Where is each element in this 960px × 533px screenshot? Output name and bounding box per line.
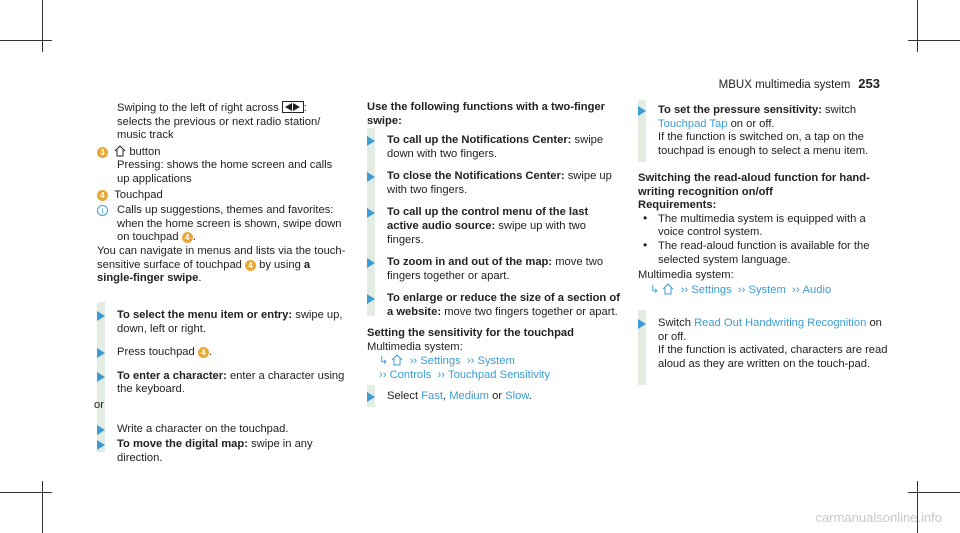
list-item: • The read-aloud function is available for the selected system language. (643, 237, 870, 266)
step: To call up the Notifications Center: swipe down with two fingers. (367, 134, 622, 161)
section-heading: Setting the sensitivity for the touchpad (367, 327, 574, 339)
step-arrow-icon (367, 392, 375, 402)
section-heading: Switching the read-aloud function for hand-writing recognition on/off (638, 172, 870, 198)
chevron-icon: ›› (463, 355, 478, 368)
chevron-icon: ›› (379, 368, 390, 381)
step-arrow-icon (367, 258, 375, 268)
header-title: MBUX multimedia system (718, 79, 851, 91)
step-arrow-icon (97, 425, 105, 435)
watermark: carmanualsonline.info (815, 510, 942, 525)
step: To select the menu item or entry: swipe up, down, left or right. (97, 309, 347, 336)
chevron-icon: ›› (434, 368, 449, 381)
column-2 (367, 101, 622, 128)
crop-mark (0, 40, 52, 41)
step-arrow-icon (367, 208, 375, 218)
step: To move the digital map: swipe in any direction. (97, 438, 347, 465)
skip-icon (282, 101, 304, 113)
step-arrow-icon (367, 294, 375, 304)
crop-mark (908, 492, 960, 493)
step: To call up the control menu of the last active audio source: swipe up with two fingers. (367, 206, 622, 247)
step-arrow-icon (97, 372, 105, 382)
column-2-select (367, 390, 622, 404)
item-3-desc: Pressing: shows the home screen and calls up applications (117, 159, 333, 185)
page-header (719, 76, 880, 91)
page-number: 253 (858, 76, 880, 91)
column-3 (638, 104, 888, 158)
step: To enter a character: enter a character using the keyboard. (97, 370, 347, 397)
callout-4: 4 (198, 347, 209, 358)
item-4: 4 Touchpad (97, 189, 347, 203)
crop-mark (42, 481, 43, 533)
step-arrow-icon (367, 136, 375, 146)
menu-path: ›› Controls ›› Touchpad Sensitivity (379, 368, 551, 381)
callout-4: 4 (182, 232, 193, 243)
chevron-icon: ›› (677, 283, 692, 296)
path-arrow-icon: ↳ (379, 355, 389, 368)
menu-path: ↳ ›› Settings ›› System (379, 355, 515, 368)
callout-4: 4 (245, 260, 256, 271)
note: i Calls up suggestions, themes and favorites: when the home screen is shown, swipe down on touchpad 4 . (97, 204, 347, 245)
svg-text:i: i (101, 207, 104, 217)
column-3-switch (638, 317, 888, 371)
crop-mark (917, 0, 918, 52)
chevron-icon: ›› (734, 283, 749, 296)
step: To set the pressure sensitivity: switch Touchpad Tap on or off. If the function is switched on, a tap on the touchpad is enough to select a menu item. (638, 104, 888, 158)
info-icon (97, 205, 108, 216)
home-icon (391, 354, 403, 366)
swipe-text: Swiping to the left of right across : selects the previous or next radio station/ music track (117, 102, 321, 142)
menu-path: ↳ ›› Settings ›› System ›› Audio (650, 283, 832, 296)
bullet-icon: • (643, 237, 648, 252)
step-arrow-icon (638, 319, 646, 329)
requirements-label: Requirements: (638, 199, 717, 212)
crop-mark (917, 481, 918, 533)
step: Switch Read Out Handwriting Recognition on or off. If the function is activated, characters are read aloud as they are written on the touch-pad. (638, 317, 888, 371)
item-3: 3 button (97, 145, 347, 160)
callout-4: 4 (97, 190, 108, 201)
step: Select Fast, Medium or Slow. (367, 390, 622, 404)
crop-mark (908, 40, 960, 41)
or-text: or (94, 398, 104, 411)
column-1-steps (94, 309, 347, 465)
step: Press touchpad 4 . (97, 346, 347, 360)
bullet-icon: • (643, 210, 648, 225)
para: You can navigate in menus and lists via the touch-sensitive surface of touchpad 4 by using a single-finger swipe. (97, 244, 346, 285)
path-arrow-icon: ↳ (650, 283, 660, 296)
menu-label: Multimedia system: (367, 340, 463, 353)
menu-label: Multimedia system: (638, 269, 734, 282)
chevron-icon: ›› (788, 283, 803, 296)
callout-3: 3 (97, 147, 108, 158)
step-arrow-icon (97, 440, 105, 450)
column-2-steps (367, 134, 622, 320)
intro: Use the following functions with a two-finger swipe: (367, 101, 606, 127)
step: To enlarge or reduce the size of a section of a website: move two fingers together or apart. (367, 292, 622, 319)
column-3-section (638, 172, 888, 297)
crop-mark (0, 492, 52, 493)
chevron-icon: ›› (406, 355, 421, 368)
column-2-section (367, 327, 622, 382)
step-arrow-icon (97, 348, 105, 358)
step-arrow-icon (638, 106, 646, 116)
step: Write a character on the touchpad. (97, 423, 347, 437)
step-arrow-icon (367, 172, 375, 182)
list-item: • The multimedia system is equipped with a voice control system. (643, 210, 866, 239)
home-icon (662, 283, 674, 295)
crop-mark (42, 0, 43, 52)
step: To zoom in and out of the map: move two fingers together or apart. (367, 256, 622, 283)
step-arrow-icon (97, 311, 105, 321)
home-icon (114, 145, 126, 157)
column-1 (97, 101, 347, 286)
step: To close the Notifications Center: swipe up with two fingers. (367, 170, 622, 197)
